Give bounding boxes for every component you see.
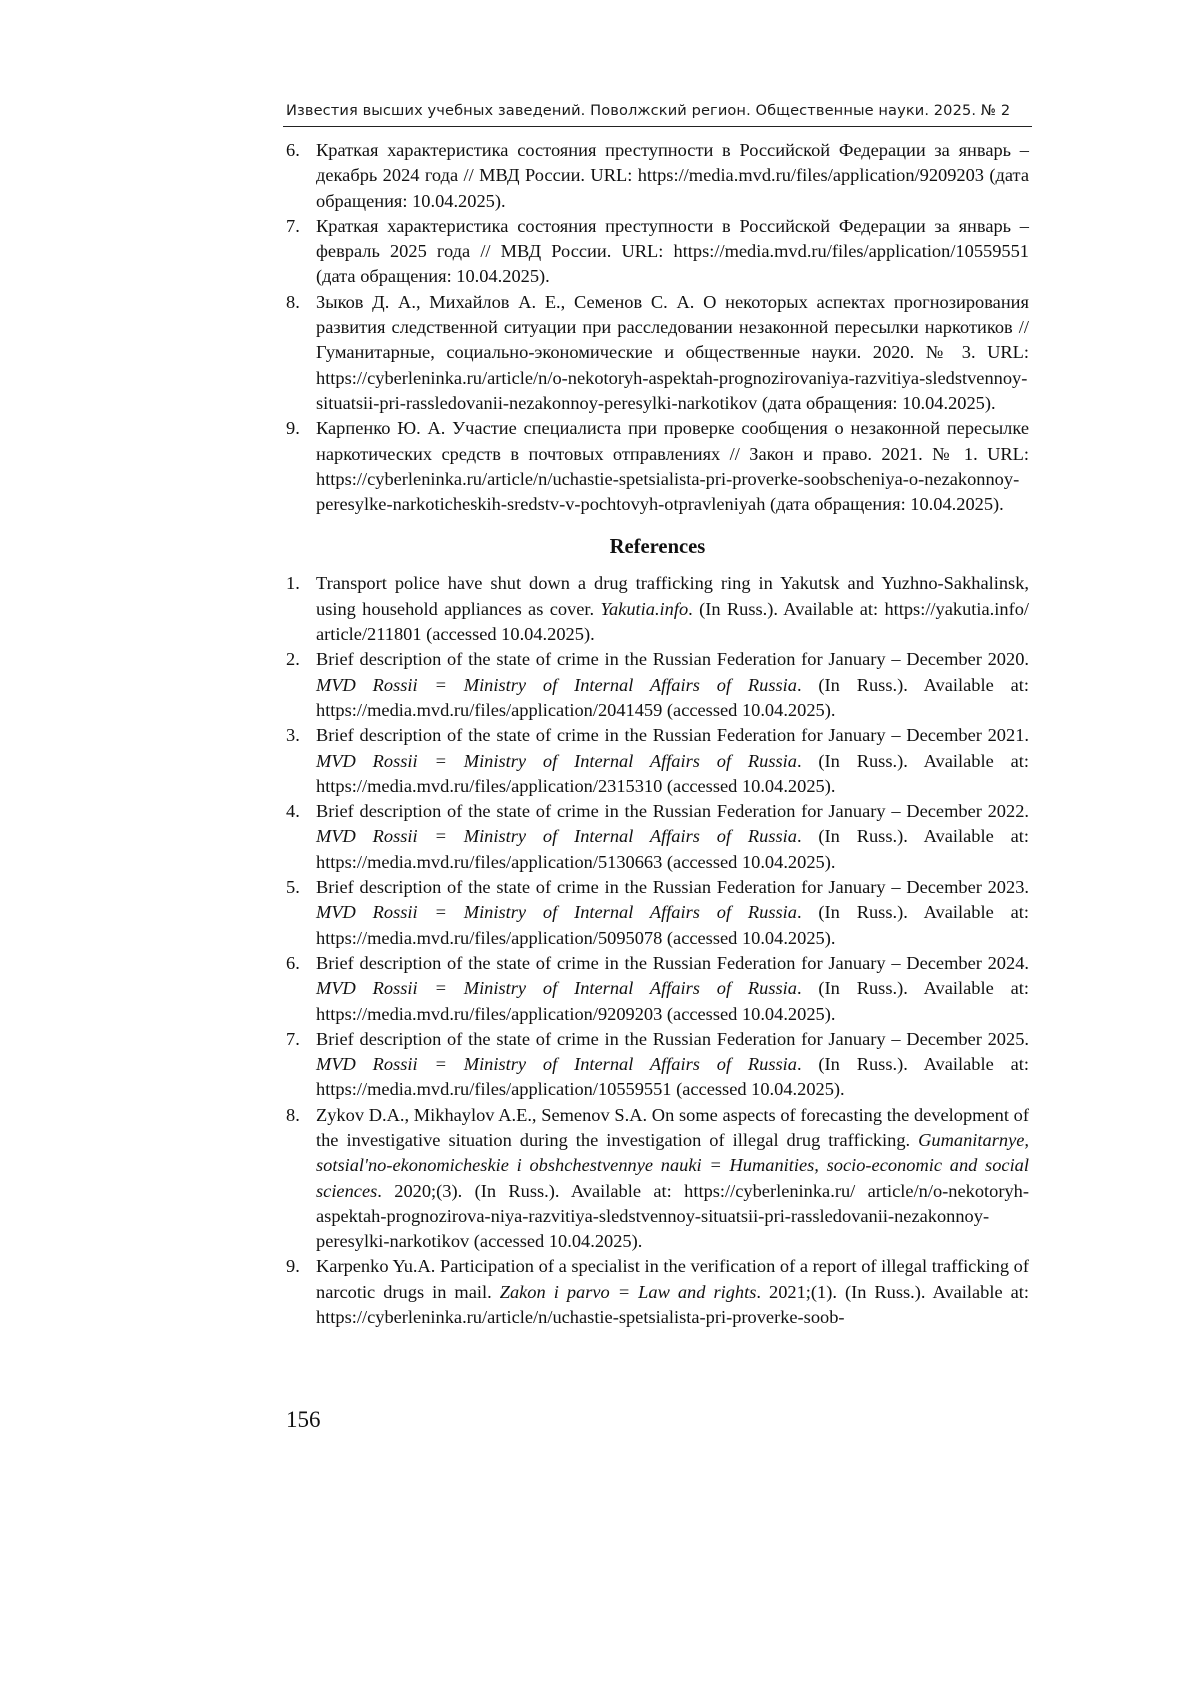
item-number: 2. <box>286 649 300 670</box>
page-number: 156 <box>286 1407 321 1432</box>
source-title: Yakutia.info <box>600 598 689 619</box>
list-item <box>286 875 1029 951</box>
item-number: 9. <box>286 1256 300 1277</box>
item-number: 8. <box>286 291 300 312</box>
reference-text: Brief description of the state of crime in the Russian Federation for January – December 2021. MVD Rossii = Ministry of Internal Affairs of Russia. (In Russ.). Available at: https://media.mvd.ru/files/application/2315310 (accessed 10.04.2025). <box>316 725 1029 796</box>
source-title: MVD Rossii = Ministry of Internal Affairs of Russia <box>316 978 797 999</box>
list-item <box>286 214 1029 290</box>
list-item <box>286 647 1029 723</box>
header-rule <box>283 126 1032 127</box>
list-item <box>286 1254 1029 1330</box>
reference-text: Brief description of the state of crime in the Russian Federation for January – December 2022. MVD Rossii = Ministry of Internal Affairs of Russia. (In Russ.). Available at: https://media.mvd.ru/files/application/5130663 (accessed 10.04.2025). <box>316 801 1029 872</box>
russian-reference-list <box>286 138 1029 517</box>
reference-text: Карпенко Ю. А. Участие специалиста при проверке сообщения о незаконной пересылке наркотических средств в почтовых отправлениях // Закон и право. 2021. № 1. URL: https://cyberleninka.ru/article/n/uchastie-spetsialista-pri-proverke-soobscheniya-o-nezakonnoy-peresylke-narkoticheskih-sredstv-v-pochtovyh-otpravleniyah (дата обращения: 10.04.2025). <box>316 418 1029 515</box>
english-reference-list <box>286 571 1029 1330</box>
reference-text: Zykov D.A., Mikhaylov A.E., Semenov S.A. On some aspects of forecasting the development of the investigative situation during the investigation of illegal drug trafficking. Gumanitarnye, sotsial'no-ekonomicheskie i obshchestvennye nauki = Humanities, socio-economic and social sciences. 2020;(3). (In Russ.). Available at: https://cyberleninka.ru/ article/n/o-nekotoryh-aspektah-prognozirova-niya-razvitiya-sledstvennoy-situatsii-pri-rassledovanii-nezakonnoy-peresylki-narkotikov (accessed 10.04.2025). <box>316 1104 1029 1252</box>
running-header: Известия высших учебных заведений. Поволжский регион. Общественные науки. 2025. № 2 <box>286 102 1011 119</box>
source-title: MVD Rossii = Ministry of Internal Affairs of Russia <box>316 1054 797 1075</box>
source-title: Zakon i parvo = Law and rights <box>499 1281 757 1302</box>
list-item <box>286 290 1029 416</box>
source-title: MVD Rossii = Ministry of Internal Affairs of Russia <box>316 750 797 771</box>
source-title: Gumanitarnye, sotsial'no-ekonomicheskie i obshchestvennye nauki = Humanities, socio-economic and social sciences <box>316 1129 1029 1201</box>
list-item <box>286 1027 1029 1103</box>
source-title: MVD Rossii = Ministry of Internal Affairs of Russia <box>316 826 797 847</box>
list-item <box>286 138 1029 214</box>
item-number: 6. <box>286 140 300 160</box>
list-item <box>286 416 1029 517</box>
item-number: 6. <box>286 952 300 973</box>
item-number: 4. <box>286 801 300 822</box>
page-body <box>286 138 1029 1330</box>
item-number: 9. <box>286 418 300 439</box>
reference-text: Karpenko Yu.A. Participation of a specialist in the verification of a report of illegal trafficking of narcotic drugs in mail. Zakon i parvo = Law and rights. 2021;(1). (In Russ.). Available at: https://cyberleninka.ru/article/n/uchastie-spetsialista-pri-proverke-soob- <box>316 1256 1029 1328</box>
list-item <box>286 1103 1029 1255</box>
item-number: 3. <box>286 725 300 746</box>
references-heading: References <box>609 536 706 559</box>
list-item <box>286 799 1029 875</box>
reference-text: Brief description of the state of crime in the Russian Federation for January – December 2025. MVD Rossii = Ministry of Internal Affairs of Russia. (In Russ.). Available at: https://media.mvd.ru/files/application/10559551 (accessed 10.04.2025). <box>316 1028 1029 1100</box>
reference-text: Brief description of the state of crime in the Russian Federation for January – December 2023. MVD Rossii = Ministry of Internal Affairs of Russia. (In Russ.). Available at: https://media.mvd.ru/files/application/5095078 (accessed 10.04.2025). <box>316 877 1029 948</box>
reference-text: Brief description of the state of crime in the Russian Federation for January – December 2020. MVD Rossii = Ministry of Internal Affairs of Russia. (In Russ.). Available at: https://media.mvd.ru/files/application/2041459 (accessed 10.04.2025). <box>316 649 1029 720</box>
item-number: 7. <box>286 1028 300 1049</box>
source-title: MVD Rossii = Ministry of Internal Affairs of Russia <box>316 674 797 695</box>
list-item <box>286 723 1029 799</box>
reference-text: Brief description of the state of crime in the Russian Federation for January – December 2024. MVD Rossii = Ministry of Internal Affairs of Russia. (In Russ.). Available at: https://media.mvd.ru/files/application/9209203 (accessed 10.04.2025). <box>316 952 1029 1024</box>
item-number: 1. <box>286 573 300 594</box>
item-number: 5. <box>286 877 300 898</box>
list-item <box>286 951 1029 1027</box>
reference-text: Transport police have shut down a drug trafficking ring in Yakutsk and Yuzhno-Sakhalinsk, using household appliances as cover. Yakutia.info. (In Russ.). Available at: https://yakutia.info/ article/211801 (accessed 10.04.2025). <box>316 573 1029 645</box>
source-title: MVD Rossii = Ministry of Internal Affairs of Russia <box>316 902 797 923</box>
list-item <box>286 571 1029 647</box>
item-number: 7. <box>286 215 300 236</box>
item-number: 8. <box>286 1104 300 1125</box>
reference-text: Краткая характеристика состояния преступности в Российской Федерации за январь – февраль 2025 года // МВД России. URL: https://media.mvd.ru/files/application/10559551 (дата обращения: 10.04.2025). <box>316 215 1029 287</box>
reference-text: Зыков Д. А., Михайлов А. Е., Семенов С. А. О некоторых аспектах прогнозирования развития следственной ситуации при расследовании незаконной пересылки наркотиков // Гуманитарные, социально-экономические и общественные науки. 2020. № 3. URL: https://cyberleninka.ru/article/n/o-nekotoryh-aspektah-prognozirovaniya-razvitiya-sledstvennoy-situatsii-pri-rassledovanii-nezakonnoy-peresylki-narkotikov (дата обращения: 10.04.2025). <box>316 291 1029 413</box>
reference-text: Краткая характеристика состояния преступности в Российской Федерации за январь – декабрь 2024 года // МВД России. URL: https://media.mvd.ru/files/application/9209203 (дата обращения: 10.04.2025). <box>316 140 1029 211</box>
